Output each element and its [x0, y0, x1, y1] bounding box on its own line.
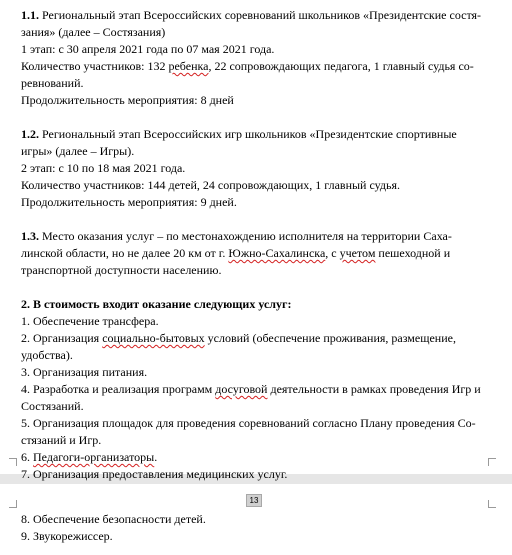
document-page-2: [0, 484, 512, 555]
spellcheck-word[interactable]: ребенка: [168, 59, 209, 73]
section-1-1-line-2: зания» (далее – Состязания): [21, 25, 166, 39]
section-1-1-participants: Количество участников: 132 ребенка, 22 сопровождающих педагога, 1 главный судья со-: [21, 59, 474, 73]
spellcheck-word[interactable]: Педагоги-организаторы: [33, 450, 155, 464]
service-item-1: 1. Обеспечение трансфера.: [21, 314, 159, 328]
section-2-heading: 2. В стоимость входит оказание следующих услуг:: [21, 297, 292, 311]
section-1-1-line-1: 1.1. Региональный этап Всероссийских соревнований школьников «Президентские состя-: [21, 8, 482, 22]
crop-mark-top-right: [488, 500, 496, 508]
service-item-3: 3. Организация питания.: [21, 365, 148, 379]
service-item-6: 6. Педагоги-организаторы.: [21, 450, 158, 464]
service-item-9: 9. Звукорежиссер.: [21, 529, 113, 543]
section-1-1-stage: 1 этап: с 30 апреля 2021 года по 07 мая 2021 года.: [21, 42, 275, 56]
section-1-2-number: 1.2.: [21, 127, 39, 141]
spellcheck-word[interactable]: учетом: [339, 246, 376, 260]
spellcheck-word[interactable]: Южно-Сахалинска: [228, 246, 326, 260]
section-1-1-number: 1.1.: [21, 8, 39, 22]
section-1-3-line-1: 1.3. Место оказания услуг – по местонахождению исполнителя на территории Саха-: [21, 229, 452, 243]
section-1-2-duration: Продолжительность мероприятия: 9 дней.: [21, 195, 237, 209]
service-item-4: 4. Разработка и реализация программ досуговой деятельности в рамках проведения Игр и: [21, 382, 481, 396]
spellcheck-word[interactable]: досуговой: [215, 382, 268, 396]
service-item-2-cont: удобства).: [21, 348, 73, 362]
page-number-badge: 13: [246, 494, 262, 507]
page-2-text: [21, 511, 489, 545]
section-1-3-number: 1.3.: [21, 229, 39, 243]
page-1-text: [21, 7, 489, 483]
crop-mark-top-left: [9, 500, 17, 508]
section-1-2-stage: 2 этап: с 10 по 18 мая 2021 года.: [21, 161, 186, 175]
service-item-7: 7. Организация предоставления медицинских услуг.: [21, 467, 288, 481]
section-1-3-line-2: линской области, но не далее 20 км от г. Южно-Сахалинска, с учетом пешеходной и: [21, 246, 451, 260]
section-1-2-line-2: игры» (далее – Игры).: [21, 144, 135, 158]
crop-mark-bottom-left: [9, 458, 17, 466]
service-item-5-cont: стязаний и Игр.: [21, 433, 102, 447]
service-item-8: 8. Обеспечение безопасности детей.: [21, 512, 206, 526]
section-1-1-duration: Продолжительность мероприятия: 8 дней: [21, 93, 234, 107]
service-item-2: 2. Организация социально-бытовых условий (обеспечение проживания, размещение,: [21, 331, 456, 345]
crop-mark-bottom-right: [488, 458, 496, 466]
section-1-3-line-3: транспортной доступности населению.: [21, 263, 222, 277]
service-item-4-cont: Состязаний.: [21, 399, 84, 413]
service-item-5: 5. Организация площадок для проведения соревнований согласно Плану проведения Со-: [21, 416, 476, 430]
section-1-2-participants: Количество участников: 144 детей, 24 сопровождающих, 1 главный судья.: [21, 178, 400, 192]
section-1-1-participants-cont: ревнований.: [21, 76, 84, 90]
section-1-2-line-1: 1.2. Региональный этап Всероссийских игр школьников «Президентские спортивные: [21, 127, 457, 141]
spellcheck-word[interactable]: социально-бытовых: [102, 331, 205, 345]
